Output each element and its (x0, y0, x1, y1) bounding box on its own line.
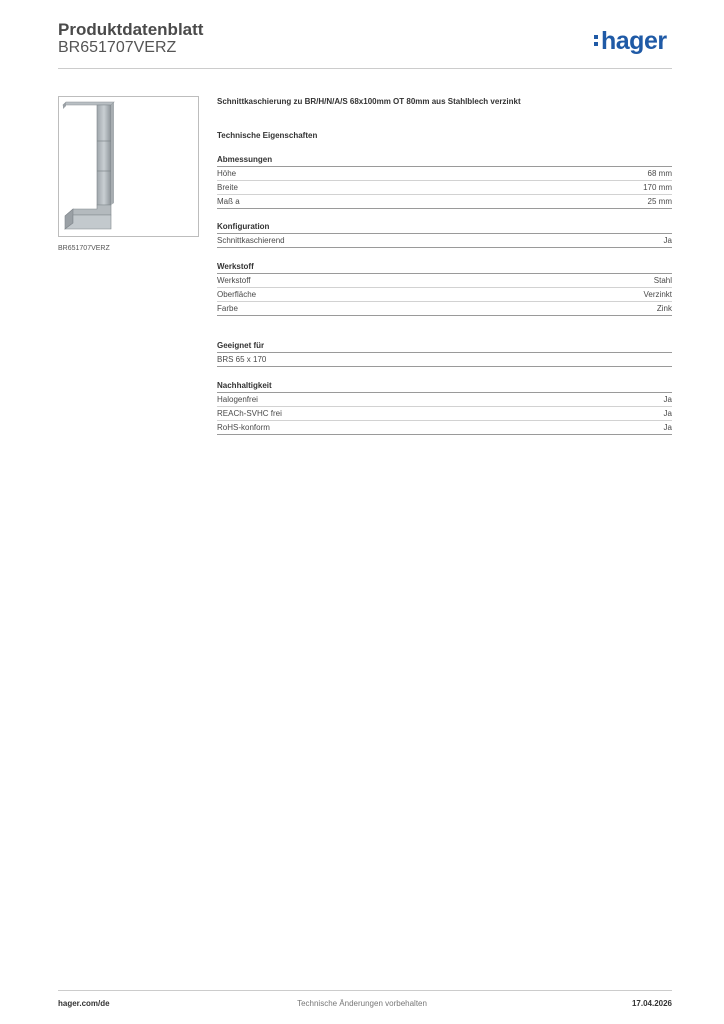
table-row (217, 302, 672, 316)
product-description: Schnittkaschierung zu BR/H/N/A/S 68x100mm OT 80mm aus Stahlblech verzinkt (217, 97, 521, 106)
table-row (217, 167, 672, 181)
product-image-caption: BR651707VERZ (58, 245, 110, 252)
row-value: Stahl (653, 276, 672, 285)
row-label: Maß a (217, 197, 240, 206)
page-title: Produktdatenblatt (58, 20, 204, 39)
row-value: 68 mm (647, 169, 672, 178)
row-value: Verzinkt (643, 290, 672, 299)
section-title: Abmessungen (217, 154, 672, 167)
table-row (217, 274, 672, 288)
table-row (217, 181, 672, 195)
header-divider (58, 68, 672, 69)
row-label: BRS 65 x 170 (217, 355, 267, 364)
technical-properties-heading: Technische Eigenschaften (217, 131, 318, 140)
row-value: Ja (663, 409, 672, 418)
table-row (217, 407, 672, 421)
row-label: Schnittkaschierend (217, 236, 285, 245)
product-image (58, 96, 199, 237)
hager-logo (594, 27, 667, 56)
product-image-drawing (59, 97, 198, 236)
section-title: Nachhaltigkeit (217, 380, 672, 393)
row-value: 25 mm (647, 197, 672, 206)
row-label: Farbe (217, 304, 238, 313)
row-label: Höhe (217, 169, 237, 178)
section-title: Geeignet für (217, 340, 672, 353)
row-value: 170 mm (643, 183, 672, 192)
row-label: Breite (217, 183, 238, 192)
row-label: REACh-SVHC frei (217, 409, 282, 418)
footer-website-link[interactable]: hager.com/de (58, 999, 110, 1008)
footer-divider (58, 990, 672, 991)
row-value: Zink (656, 304, 672, 313)
footer-date: 17.04.2026 (631, 999, 672, 1008)
section-title: Werkstoff (217, 261, 672, 274)
row-label: Oberfläche (217, 290, 257, 299)
row-value: Ja (663, 423, 672, 432)
table-row (217, 421, 672, 435)
section-suitable-for (217, 340, 672, 367)
table-row (217, 353, 672, 367)
footer-notice: Technische Änderungen vorbehalten (297, 999, 427, 1008)
logo-text: hager (601, 27, 667, 55)
table-row (217, 234, 672, 248)
logo-dots-icon (594, 35, 599, 49)
product-details (217, 96, 672, 435)
row-value: Ja (663, 236, 672, 245)
row-value: Ja (663, 395, 672, 404)
table-row (217, 393, 672, 407)
article-number: BR651707VERZ (58, 39, 177, 56)
row-label: Werkstoff (217, 276, 251, 285)
table-row (217, 288, 672, 302)
section-material (217, 261, 672, 316)
table-row (217, 195, 672, 209)
row-label: Halogenfrei (217, 395, 258, 404)
section-title: Konfiguration (217, 221, 672, 234)
section-sustainability (217, 380, 672, 435)
section-dimensions (217, 154, 672, 209)
row-label: RoHS-konform (217, 423, 270, 432)
section-configuration (217, 221, 672, 248)
